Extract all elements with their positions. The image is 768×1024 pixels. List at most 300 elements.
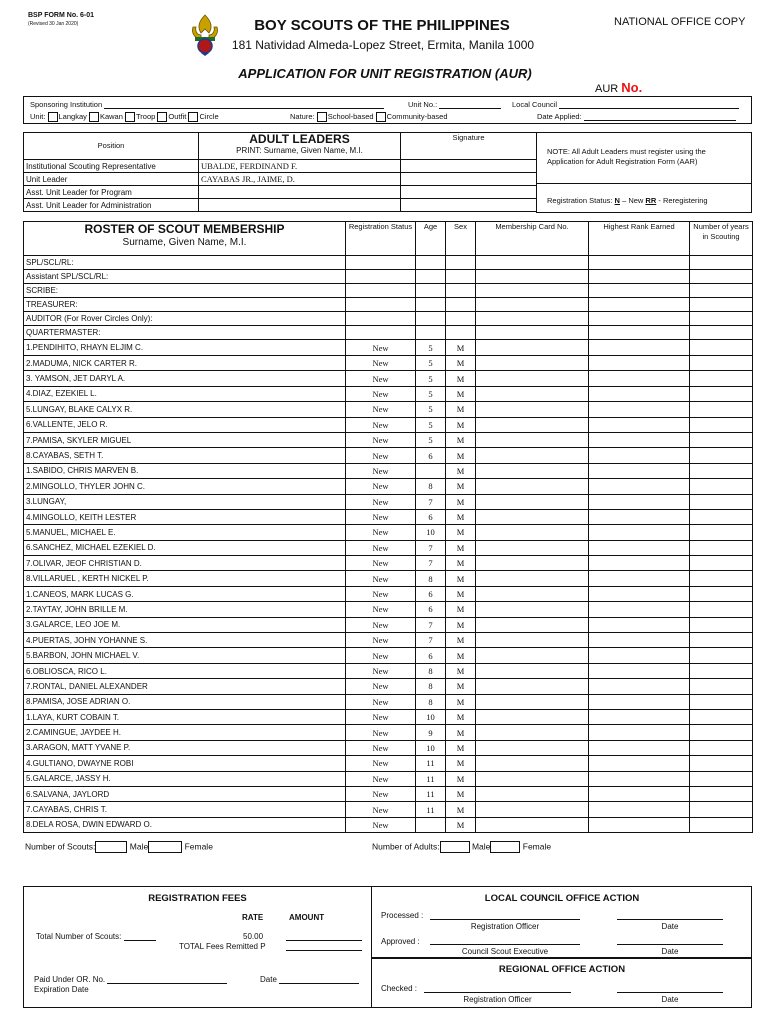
member-age[interactable]: 5 bbox=[416, 340, 446, 356]
school-based-checkbox[interactable] bbox=[317, 112, 327, 122]
local-council-input[interactable] bbox=[559, 100, 739, 109]
member-status[interactable]: New bbox=[346, 417, 416, 432]
leader-name[interactable] bbox=[199, 199, 401, 212]
processed-signature-input[interactable] bbox=[430, 919, 580, 920]
member-name[interactable]: 4.MINGOLLO, KEITH LESTER bbox=[24, 509, 346, 524]
officer-sex-cell[interactable] bbox=[446, 326, 476, 340]
member-sex[interactable]: M bbox=[446, 725, 476, 740]
member-name[interactable]: 2.MADUMA, NICK CARTER R. bbox=[24, 356, 346, 371]
langkay-checkbox[interactable] bbox=[48, 112, 58, 122]
leader-name[interactable]: UBALDE, FERDINAND F. bbox=[199, 160, 401, 173]
member-status[interactable]: New bbox=[346, 432, 416, 447]
member-card-no[interactable] bbox=[476, 448, 589, 463]
member-rank[interactable] bbox=[589, 463, 690, 478]
member-years[interactable] bbox=[690, 386, 753, 401]
leader-signature[interactable] bbox=[401, 160, 537, 173]
leader-name[interactable] bbox=[199, 186, 401, 199]
member-name[interactable]: 7.CAYABAS, CHRIS T. bbox=[24, 802, 346, 817]
member-name[interactable]: 3.LUNGAY, bbox=[24, 494, 346, 509]
officer-years-cell[interactable] bbox=[690, 256, 753, 270]
member-rank[interactable] bbox=[589, 694, 690, 709]
member-years[interactable] bbox=[690, 432, 753, 447]
member-sex[interactable]: M bbox=[446, 817, 476, 832]
member-sex[interactable]: M bbox=[446, 448, 476, 463]
officer-age-cell[interactable] bbox=[416, 312, 446, 326]
member-name[interactable]: 5.LUNGAY, BLAKE CALYX R. bbox=[24, 402, 346, 417]
member-card-no[interactable] bbox=[476, 663, 589, 678]
member-sex[interactable]: M bbox=[446, 417, 476, 432]
member-card-no[interactable] bbox=[476, 432, 589, 447]
member-age[interactable]: 6 bbox=[416, 448, 446, 463]
member-status[interactable]: New bbox=[346, 540, 416, 555]
processed-date-input[interactable] bbox=[617, 919, 723, 920]
member-sex[interactable]: M bbox=[446, 386, 476, 401]
member-status[interactable]: New bbox=[346, 371, 416, 386]
member-age[interactable] bbox=[416, 463, 446, 478]
member-age[interactable]: 5 bbox=[416, 432, 446, 447]
member-years[interactable] bbox=[690, 725, 753, 740]
member-rank[interactable] bbox=[589, 725, 690, 740]
member-status[interactable]: New bbox=[346, 586, 416, 601]
adults-male-input[interactable] bbox=[440, 841, 470, 853]
member-rank[interactable] bbox=[589, 586, 690, 601]
member-card-no[interactable] bbox=[476, 602, 589, 617]
member-status[interactable]: New bbox=[346, 602, 416, 617]
member-rank[interactable] bbox=[589, 417, 690, 432]
member-rank[interactable] bbox=[589, 602, 690, 617]
officer-row bbox=[24, 256, 753, 270]
officer-sex-cell[interactable] bbox=[446, 298, 476, 312]
member-rank[interactable] bbox=[589, 448, 690, 463]
officer-status-cell[interactable] bbox=[346, 270, 416, 284]
member-status[interactable]: New bbox=[346, 663, 416, 678]
member-status[interactable]: New bbox=[346, 356, 416, 371]
officer-sex-cell[interactable] bbox=[446, 256, 476, 270]
member-age[interactable]: 11 bbox=[416, 771, 446, 786]
member-name[interactable]: 6.OBLIOSCA, RICO L. bbox=[24, 663, 346, 678]
member-card-no[interactable] bbox=[476, 463, 589, 478]
date-applied-input[interactable] bbox=[584, 112, 736, 121]
member-rank[interactable] bbox=[589, 432, 690, 447]
member-age[interactable]: 10 bbox=[416, 709, 446, 724]
officer-card-cell[interactable] bbox=[476, 312, 589, 326]
officer-status-cell[interactable] bbox=[346, 312, 416, 326]
officer-years-cell[interactable] bbox=[690, 270, 753, 284]
officer-card-cell[interactable] bbox=[476, 256, 589, 270]
leader-signature[interactable] bbox=[401, 199, 537, 212]
member-sex[interactable]: M bbox=[446, 556, 476, 571]
member-sex[interactable]: M bbox=[446, 633, 476, 648]
member-status[interactable]: New bbox=[346, 463, 416, 478]
member-age[interactable]: 6 bbox=[416, 509, 446, 524]
member-name[interactable]: 2.TAYTAY, JOHN BRILLE M. bbox=[24, 602, 346, 617]
outfit-checkbox[interactable] bbox=[157, 112, 167, 122]
member-years[interactable] bbox=[690, 494, 753, 509]
member-card-no[interactable] bbox=[476, 817, 589, 832]
member-status[interactable]: New bbox=[346, 786, 416, 801]
table-row bbox=[24, 586, 753, 601]
total-scouts-input[interactable] bbox=[124, 932, 156, 941]
member-age[interactable] bbox=[416, 817, 446, 832]
member-status[interactable]: New bbox=[346, 802, 416, 817]
officer-card-cell[interactable] bbox=[476, 270, 589, 284]
member-name[interactable]: 3.ARAGON, MATT YVANE P. bbox=[24, 740, 346, 755]
form-title: APPLICATION FOR UNIT REGISTRATION (AUR) bbox=[238, 66, 532, 81]
member-name[interactable]: 6.SALVANA, JAYLORD bbox=[24, 786, 346, 801]
member-years[interactable] bbox=[690, 648, 753, 663]
member-card-no[interactable] bbox=[476, 786, 589, 801]
member-years[interactable] bbox=[690, 571, 753, 586]
kawan-checkbox[interactable] bbox=[89, 112, 99, 122]
member-years[interactable] bbox=[690, 786, 753, 801]
member-card-no[interactable] bbox=[476, 479, 589, 494]
officer-card-cell[interactable] bbox=[476, 284, 589, 298]
member-sex[interactable]: M bbox=[446, 679, 476, 694]
member-name[interactable]: 5.MANUEL, MICHAEL E. bbox=[24, 525, 346, 540]
leader-name[interactable]: CAYABAS JR., JAIME, D. bbox=[199, 173, 401, 186]
member-name[interactable]: 6.VALLENTE, JELO R. bbox=[24, 417, 346, 432]
member-sex[interactable]: M bbox=[446, 340, 476, 356]
member-status[interactable]: New bbox=[346, 633, 416, 648]
member-age[interactable]: 6 bbox=[416, 648, 446, 663]
member-age[interactable]: 8 bbox=[416, 694, 446, 709]
member-age[interactable]: 8 bbox=[416, 663, 446, 678]
member-years[interactable] bbox=[690, 463, 753, 478]
member-age[interactable]: 5 bbox=[416, 371, 446, 386]
member-name[interactable]: 5.BARBON, JOHN MICHAEL V. bbox=[24, 648, 346, 663]
amount-input[interactable] bbox=[286, 940, 362, 941]
member-status[interactable]: New bbox=[346, 679, 416, 694]
member-rank[interactable] bbox=[589, 802, 690, 817]
member-status[interactable]: New bbox=[346, 556, 416, 571]
officer-age-cell[interactable] bbox=[416, 326, 446, 340]
member-age[interactable]: 8 bbox=[416, 479, 446, 494]
member-rank[interactable] bbox=[589, 617, 690, 632]
officer-rank-cell[interactable] bbox=[589, 312, 690, 326]
officer-age-cell[interactable] bbox=[416, 284, 446, 298]
member-age[interactable]: 6 bbox=[416, 602, 446, 617]
member-sex[interactable]: M bbox=[446, 771, 476, 786]
leader-signature[interactable] bbox=[401, 173, 537, 186]
member-age[interactable]: 7 bbox=[416, 540, 446, 555]
member-rank[interactable] bbox=[589, 402, 690, 417]
member-card-no[interactable] bbox=[476, 571, 589, 586]
member-sex[interactable]: M bbox=[446, 479, 476, 494]
member-status[interactable]: New bbox=[346, 709, 416, 724]
member-card-no[interactable] bbox=[476, 340, 589, 356]
member-rank[interactable] bbox=[589, 494, 690, 509]
sponsoring-input[interactable] bbox=[104, 100, 384, 109]
member-rank[interactable] bbox=[589, 340, 690, 356]
member-rank[interactable] bbox=[589, 740, 690, 755]
member-card-no[interactable] bbox=[476, 633, 589, 648]
member-rank[interactable] bbox=[589, 786, 690, 801]
member-card-no[interactable] bbox=[476, 540, 589, 555]
member-rank[interactable] bbox=[589, 756, 690, 771]
member-card-no[interactable] bbox=[476, 771, 589, 786]
member-years[interactable] bbox=[690, 756, 753, 771]
officer-years-cell[interactable] bbox=[690, 312, 753, 326]
member-rank[interactable] bbox=[589, 386, 690, 401]
member-card-no[interactable] bbox=[476, 586, 589, 601]
member-years[interactable] bbox=[690, 709, 753, 724]
member-status[interactable]: New bbox=[346, 525, 416, 540]
organization-address: 181 Natividad Almeda-Lopez Street, Ermita, Manila 1000 bbox=[231, 38, 535, 52]
member-card-no[interactable] bbox=[476, 417, 589, 432]
member-sex[interactable]: M bbox=[446, 356, 476, 371]
member-years[interactable] bbox=[690, 417, 753, 432]
member-card-no[interactable] bbox=[476, 740, 589, 755]
community-based-checkbox[interactable] bbox=[376, 112, 386, 122]
member-sex[interactable]: M bbox=[446, 709, 476, 724]
member-rank[interactable] bbox=[589, 371, 690, 386]
member-age[interactable]: 11 bbox=[416, 802, 446, 817]
member-card-no[interactable] bbox=[476, 371, 589, 386]
member-age[interactable]: 11 bbox=[416, 786, 446, 801]
member-rank[interactable] bbox=[589, 540, 690, 555]
member-status[interactable]: New bbox=[346, 509, 416, 524]
member-name[interactable]: 4.DIAZ, EZEKIEL L. bbox=[24, 386, 346, 401]
member-years[interactable] bbox=[690, 402, 753, 417]
member-sex[interactable]: M bbox=[446, 432, 476, 447]
member-rank[interactable] bbox=[589, 817, 690, 832]
member-sex[interactable]: M bbox=[446, 648, 476, 663]
member-card-no[interactable] bbox=[476, 509, 589, 524]
nature-label: Nature: bbox=[290, 112, 315, 121]
member-years[interactable] bbox=[690, 340, 753, 356]
member-name[interactable]: 7.PAMISA, SKYLER MIGUEL bbox=[24, 432, 346, 447]
member-name[interactable]: 8.PAMISA, JOSE ADRIAN O. bbox=[24, 694, 346, 709]
member-name[interactable]: 1.SABIDO, CHRIS MARVEN B. bbox=[24, 463, 346, 478]
member-rank[interactable] bbox=[589, 679, 690, 694]
member-status[interactable]: New bbox=[346, 694, 416, 709]
member-rank[interactable] bbox=[589, 709, 690, 724]
officer-sex-cell[interactable] bbox=[446, 312, 476, 326]
member-age[interactable]: 10 bbox=[416, 525, 446, 540]
member-rank[interactable] bbox=[589, 663, 690, 678]
member-years[interactable] bbox=[690, 740, 753, 755]
member-age[interactable]: 7 bbox=[416, 494, 446, 509]
member-status[interactable]: New bbox=[346, 402, 416, 417]
member-name[interactable]: 1.PENDIHITO, RHAYN ELJIM C. bbox=[24, 340, 346, 356]
member-card-no[interactable] bbox=[476, 679, 589, 694]
member-name[interactable]: 7.RONTAL, DANIEL ALEXANDER bbox=[24, 679, 346, 694]
approved-date-input[interactable] bbox=[617, 944, 723, 945]
member-age[interactable]: 5 bbox=[416, 402, 446, 417]
member-age[interactable]: 5 bbox=[416, 386, 446, 401]
member-status[interactable]: New bbox=[346, 740, 416, 755]
member-card-no[interactable] bbox=[476, 694, 589, 709]
member-age[interactable]: 9 bbox=[416, 725, 446, 740]
member-sex[interactable]: M bbox=[446, 617, 476, 632]
member-status[interactable]: New bbox=[346, 340, 416, 356]
scouts-female-input[interactable] bbox=[148, 841, 182, 853]
member-rank[interactable] bbox=[589, 633, 690, 648]
adults-female-input[interactable] bbox=[490, 841, 520, 853]
member-years[interactable] bbox=[690, 617, 753, 632]
member-years[interactable] bbox=[690, 448, 753, 463]
member-rank[interactable] bbox=[589, 571, 690, 586]
member-status[interactable]: New bbox=[346, 479, 416, 494]
member-years[interactable] bbox=[690, 771, 753, 786]
member-name[interactable]: 3.GALARCE, LEO JOE M. bbox=[24, 617, 346, 632]
or-number-input[interactable] bbox=[107, 975, 227, 984]
member-status[interactable]: New bbox=[346, 648, 416, 663]
member-rank[interactable] bbox=[589, 356, 690, 371]
member-sex[interactable]: M bbox=[446, 540, 476, 555]
member-age[interactable]: 10 bbox=[416, 740, 446, 755]
leader-signature[interactable] bbox=[401, 186, 537, 199]
officer-status-cell[interactable] bbox=[346, 298, 416, 312]
officer-age-cell[interactable] bbox=[416, 270, 446, 284]
member-name[interactable]: 5.GALARCE, JASSY H. bbox=[24, 771, 346, 786]
troop-checkbox[interactable] bbox=[125, 112, 135, 122]
member-years[interactable] bbox=[690, 602, 753, 617]
officer-rank-cell[interactable] bbox=[589, 326, 690, 340]
member-name[interactable]: 4.PUERTAS, JOHN YOHANNE S. bbox=[24, 633, 346, 648]
officer-rank-cell[interactable] bbox=[589, 270, 690, 284]
member-card-no[interactable] bbox=[476, 725, 589, 740]
member-name[interactable]: 8.CAYABAS, SETH T. bbox=[24, 448, 346, 463]
member-status[interactable]: New bbox=[346, 494, 416, 509]
officer-rank-cell[interactable] bbox=[589, 284, 690, 298]
member-rank[interactable] bbox=[589, 509, 690, 524]
officer-sex-cell[interactable] bbox=[446, 270, 476, 284]
approved-signature-input[interactable] bbox=[430, 944, 580, 945]
member-rank[interactable] bbox=[589, 556, 690, 571]
member-sex[interactable]: M bbox=[446, 402, 476, 417]
member-rank[interactable] bbox=[589, 771, 690, 786]
member-name[interactable]: 8.DELA ROSA, DWIN EDWARD O. bbox=[24, 817, 346, 832]
member-age[interactable]: 7 bbox=[416, 617, 446, 632]
member-years[interactable] bbox=[690, 679, 753, 694]
member-status[interactable]: New bbox=[346, 771, 416, 786]
member-sex[interactable]: M bbox=[446, 602, 476, 617]
member-sex[interactable]: M bbox=[446, 586, 476, 601]
officer-sex-cell[interactable] bbox=[446, 284, 476, 298]
member-sex[interactable]: M bbox=[446, 571, 476, 586]
member-sex[interactable]: M bbox=[446, 509, 476, 524]
member-name[interactable]: 1.CANEOS, MARK LUCAS G. bbox=[24, 586, 346, 601]
officer-age-cell[interactable] bbox=[416, 298, 446, 312]
member-name[interactable]: 7.OLIVAR, JEOF CHRISTIAN D. bbox=[24, 556, 346, 571]
member-years[interactable] bbox=[690, 694, 753, 709]
officer-rank-cell[interactable] bbox=[589, 256, 690, 270]
member-card-no[interactable] bbox=[476, 494, 589, 509]
member-sex[interactable]: M bbox=[446, 740, 476, 755]
member-years[interactable] bbox=[690, 802, 753, 817]
member-name[interactable]: 2.CAMINGUE, JAYDEE H. bbox=[24, 725, 346, 740]
member-card-no[interactable] bbox=[476, 386, 589, 401]
member-card-no[interactable] bbox=[476, 617, 589, 632]
member-years[interactable] bbox=[690, 356, 753, 371]
member-card-no[interactable] bbox=[476, 356, 589, 371]
member-sex[interactable]: M bbox=[446, 371, 476, 386]
officer-status-cell[interactable] bbox=[346, 284, 416, 298]
member-rank[interactable] bbox=[589, 525, 690, 540]
member-status[interactable]: New bbox=[346, 448, 416, 463]
member-age[interactable]: 8 bbox=[416, 571, 446, 586]
member-status[interactable]: New bbox=[346, 725, 416, 740]
member-card-no[interactable] bbox=[476, 556, 589, 571]
member-years[interactable] bbox=[690, 525, 753, 540]
member-status[interactable]: New bbox=[346, 617, 416, 632]
officer-years-cell[interactable] bbox=[690, 284, 753, 298]
member-status[interactable]: New bbox=[346, 756, 416, 771]
member-years[interactable] bbox=[690, 556, 753, 571]
member-age[interactable]: 5 bbox=[416, 356, 446, 371]
checked-date-input[interactable] bbox=[617, 992, 723, 993]
circle-checkbox[interactable] bbox=[188, 112, 198, 122]
member-years[interactable] bbox=[690, 586, 753, 601]
member-card-no[interactable] bbox=[476, 648, 589, 663]
member-age[interactable]: 11 bbox=[416, 756, 446, 771]
total-remitted-input[interactable] bbox=[286, 950, 362, 951]
member-card-no[interactable] bbox=[476, 402, 589, 417]
member-sex[interactable]: M bbox=[446, 494, 476, 509]
member-age[interactable]: 6 bbox=[416, 586, 446, 601]
member-years[interactable] bbox=[690, 479, 753, 494]
member-name[interactable]: 8.VILLARUEL , KERTH NICKEL P. bbox=[24, 571, 346, 586]
member-rank[interactable] bbox=[589, 479, 690, 494]
member-name[interactable]: 1.LAYA, KURT COBAIN T. bbox=[24, 709, 346, 724]
scouts-male-input[interactable] bbox=[95, 841, 127, 853]
officer-years-cell[interactable] bbox=[690, 326, 753, 340]
officer-status-cell[interactable] bbox=[346, 326, 416, 340]
member-years[interactable] bbox=[690, 633, 753, 648]
officer-status-cell[interactable] bbox=[346, 256, 416, 270]
member-sex[interactable]: M bbox=[446, 694, 476, 709]
member-years[interactable] bbox=[690, 663, 753, 678]
member-age[interactable]: 8 bbox=[416, 679, 446, 694]
member-name[interactable]: 3. YAMSON, JET DARYL A. bbox=[24, 371, 346, 386]
member-status[interactable]: New bbox=[346, 817, 416, 832]
school-based-label: School-based bbox=[327, 112, 374, 121]
member-sex[interactable]: M bbox=[446, 802, 476, 817]
member-sex[interactable]: M bbox=[446, 525, 476, 540]
member-status[interactable]: New bbox=[346, 571, 416, 586]
member-status[interactable]: New bbox=[346, 386, 416, 401]
member-rank[interactable] bbox=[589, 648, 690, 663]
member-card-no[interactable] bbox=[476, 756, 589, 771]
member-years[interactable] bbox=[690, 509, 753, 524]
member-sex[interactable]: M bbox=[446, 756, 476, 771]
member-years[interactable] bbox=[690, 817, 753, 832]
member-sex[interactable]: M bbox=[446, 463, 476, 478]
member-card-no[interactable] bbox=[476, 709, 589, 724]
officer-card-cell[interactable] bbox=[476, 326, 589, 340]
officer-years-cell[interactable] bbox=[690, 298, 753, 312]
member-years[interactable] bbox=[690, 371, 753, 386]
member-sex[interactable]: M bbox=[446, 786, 476, 801]
officer-rank-cell[interactable] bbox=[589, 298, 690, 312]
paid-date-input[interactable] bbox=[279, 975, 359, 984]
member-name[interactable]: 6.SANCHEZ, MICHAEL EZEKIEL D. bbox=[24, 540, 346, 555]
member-age[interactable]: 7 bbox=[416, 556, 446, 571]
officer-age-cell[interactable] bbox=[416, 256, 446, 270]
member-card-no[interactable] bbox=[476, 802, 589, 817]
member-age[interactable]: 5 bbox=[416, 417, 446, 432]
officer-card-cell[interactable] bbox=[476, 298, 589, 312]
member-name[interactable]: 2.MINGOLLO, THYLER JOHN C. bbox=[24, 479, 346, 494]
member-sex[interactable]: M bbox=[446, 663, 476, 678]
unit-no-input[interactable] bbox=[439, 100, 501, 109]
member-card-no[interactable] bbox=[476, 525, 589, 540]
checked-signature-input[interactable] bbox=[424, 992, 571, 993]
member-name[interactable]: 4.GULTIANO, DWAYNE ROBI bbox=[24, 756, 346, 771]
member-years[interactable] bbox=[690, 540, 753, 555]
member-age[interactable]: 7 bbox=[416, 633, 446, 648]
